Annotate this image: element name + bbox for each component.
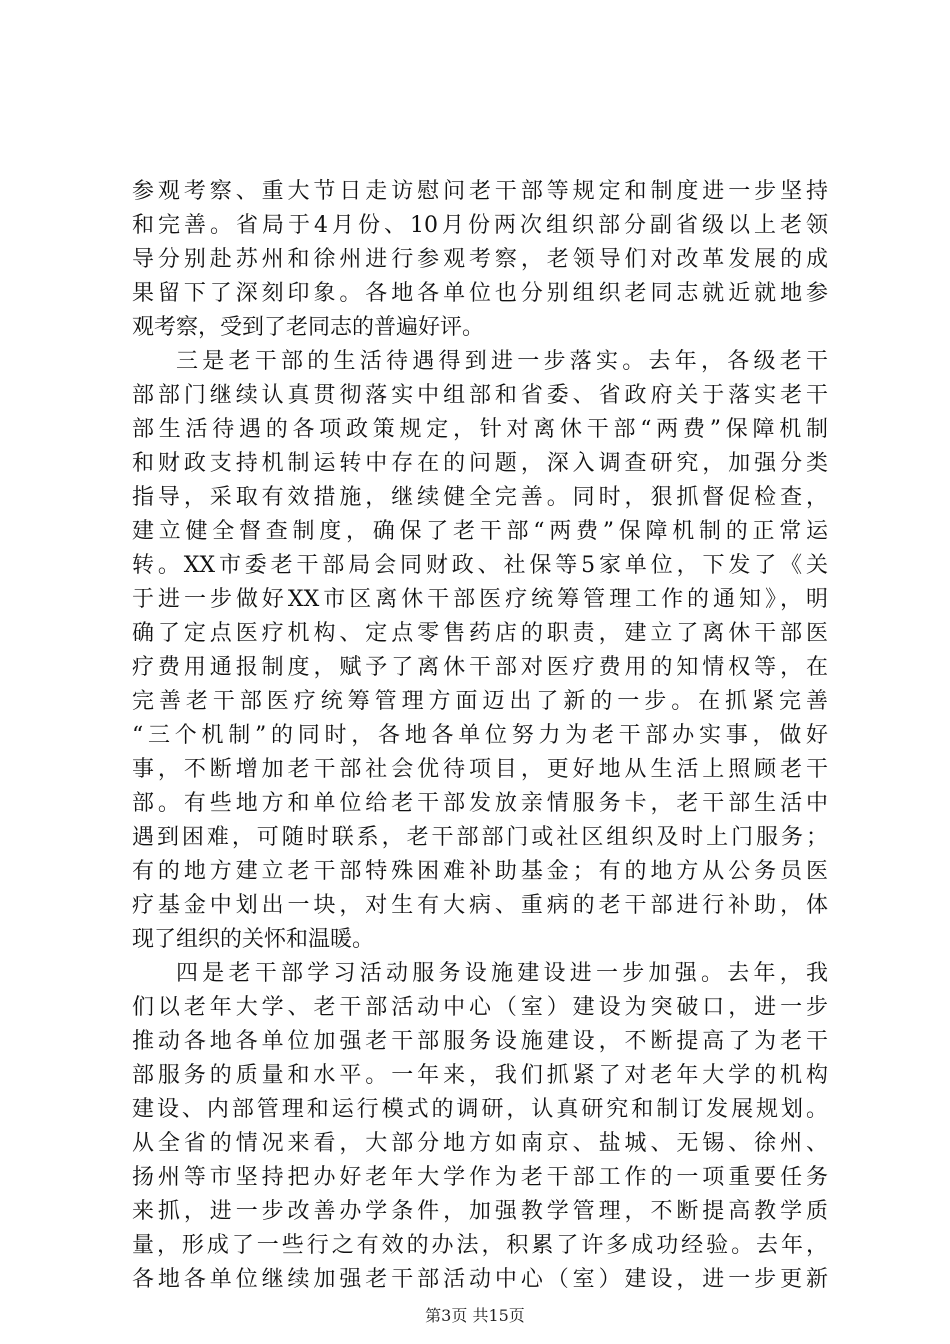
body-text-line: 从全省的情况来看，大部分地方如南京、盐城、无锡、徐州、 [132,1131,828,1156]
body-text-line: 有的地方建立老干部特殊困难补助基金；有的地方从公务员医 [132,859,828,884]
body-text-line: 确了定点医疗机构、定点零售药店的职责，建立了离休干部医 [132,621,828,646]
body-text-line: 部部门继续认真贯彻落实中组部和省委、省政府关于落实老干 [132,383,828,408]
body-text-line: 现了组织的关怀和温暖。 [132,927,375,952]
body-text-line: 疗基金中划出一块，对生有大病、重病的老干部进行补助，体 [132,893,828,918]
body-text-line: 事，不断增加老干部社会优待项目，更好地从生活上照顾老干 [132,757,828,782]
paragraph-start-line: 三是老干部的生活待遇得到进一步落实。去年，各级老干 [176,349,828,374]
body-text-line: 观考察，受到了老同志的普遍好评。 [132,315,485,340]
body-text-line: 果留下了深刻印象。各地各单位也分别组织老同志就近就地参 [132,281,828,306]
body-text-line: 和财政支持机制运转中存在的问题，深入调查研究，加强分类 [132,451,828,476]
body-text-line: 于进一步做好XX市区离休干部医疗统筹管理工作的通知》，明 [132,587,828,612]
body-text-line: 扬州等市坚持把办好老年大学作为老干部工作的一项重要任务 [132,1165,828,1190]
body-text-line: 们以老年大学、老干部活动中心（室）建设为突破口，进一步 [132,995,828,1020]
paragraph-start-line: 四是老干部学习活动服务设施建设进一步加强。去年，我 [176,961,828,986]
body-text-line: 转。XX市委老干部局会同财政、社保等5家单位，下发了《关 [132,553,828,578]
body-text-line: 遇到困难，可随时联系，老干部部门或社区组织及时上门服务； [132,825,828,850]
body-text-line: 来抓，进一步改善办学条件，加强教学管理，不断提高教学质 [132,1199,828,1224]
body-text-line: 参观考察、重大节日走访慰问老干部等规定和制度进一步坚持 [132,179,828,204]
body-text-line: 和完善。省局于4月份、10月份两次组织部分副省级以上老领 [132,213,828,238]
body-text-line: 建设、内部管理和运行模式的调研，认真研究和制订发展规划。 [132,1097,828,1122]
body-text-line: 部服务的质量和水平。一年来，我们抓紧了对老年大学的机构 [132,1063,828,1088]
body-text-line: 各地各单位继续加强老干部活动中心（室）建设，进一步更新 [132,1267,828,1292]
body-text-line: 导分别赴苏州和徐州进行参观考察，老领导们对改革发展的成 [132,247,828,272]
body-text-line: 建立健全督查制度，确保了老干部“两费”保障机制的正常运 [132,519,828,544]
body-text-line: 推动各地各单位加强老干部服务设施建设，不断提高了为老干 [132,1029,828,1054]
body-text-line: 完善老干部医疗统筹管理方面迈出了新的一步。在抓紧完善 [132,689,828,714]
body-text-line: 部。有些地方和单位给老干部发放亲情服务卡，老干部生活中 [132,791,828,816]
body-text-line: 部生活待遇的各项政策规定，针对离休干部“两费”保障机制 [132,417,828,442]
body-text-line: 量，形成了一些行之有效的办法，积累了许多成功经验。去年， [132,1233,828,1258]
body-text-line: 指导，采取有效措施，继续健全完善。同时，狠抓督促检查， [132,485,828,510]
body-text-line: 疗费用通报制度，赋予了离休干部对医疗费用的知情权等，在 [132,655,828,680]
page-footer: 第3页 共15页 [425,1306,525,1325]
body-text-line: “三个机制”的同时，各地各单位努力为老干部办实事，做好 [132,723,828,748]
